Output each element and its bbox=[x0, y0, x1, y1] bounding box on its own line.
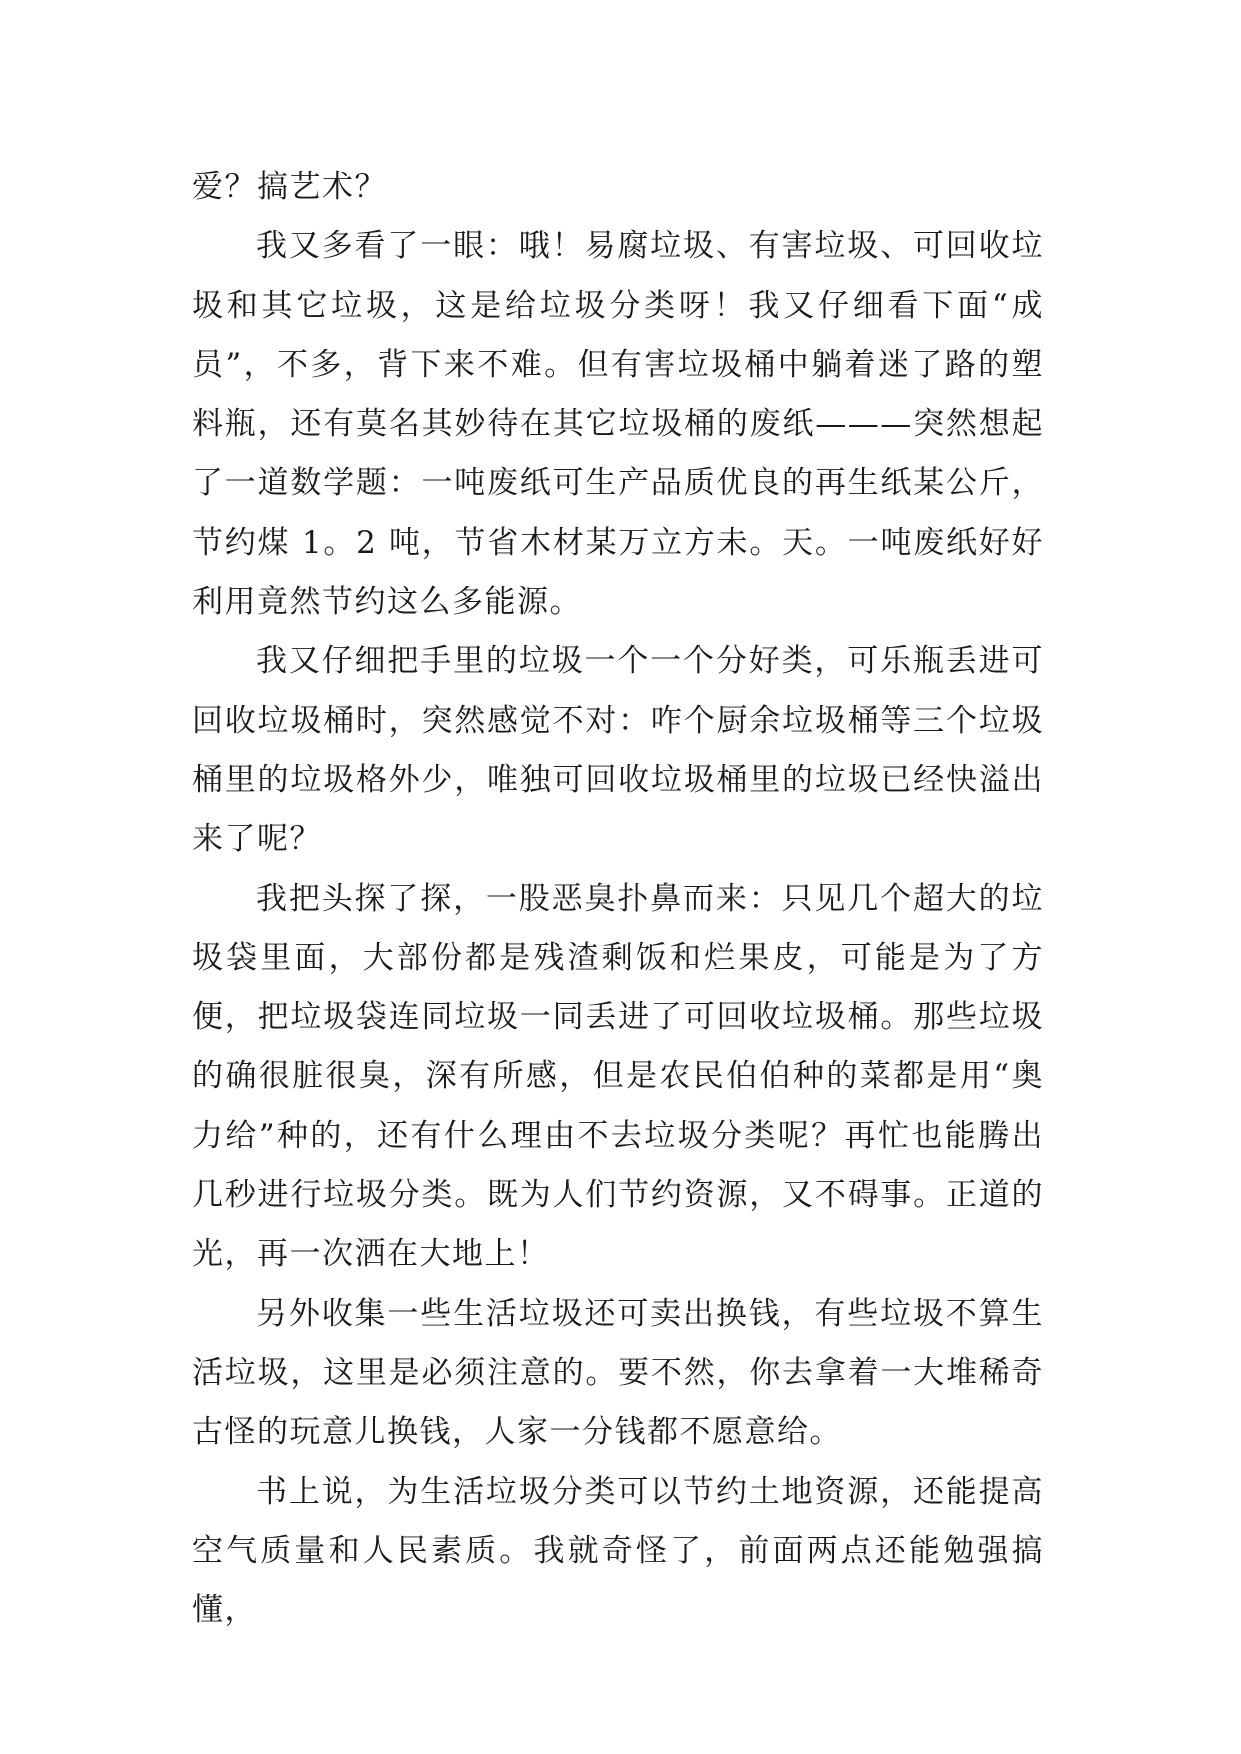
paragraph: 另外收集一些生活垃圾还可卖出换钱，有些垃圾不算生活垃圾，这里是必须注意的。要不然，你去拿着一大堆稀奇古怪的玩意儿换钱，人家一分钱都不愿意给。 bbox=[192, 1295, 1044, 1451]
paragraph-continuation: 爱？搞艺术？ bbox=[192, 169, 387, 205]
paragraph: 我又仔细把手里的垃圾一个一个分好类，可乐瓶丢进可回收垃圾桶时，突然感觉不对：咋个厨余垃圾桶等三个垃圾桶里的垃圾格外少，唯独可回收垃圾桶里的垃圾已经快溢出来了呢？ bbox=[192, 643, 1044, 858]
paragraph: 书上说，为生活垃圾分类可以节约土地资源，还能提高空气质量和人民素质。我就奇怪了，前面两点还能勉强搞懂， bbox=[192, 1473, 1044, 1629]
paragraph: 我把头探了探，一股恶臭扑鼻而来：只见几个超大的垃圾袋里面，大部份都是残渣剩饭和烂果皮，可能是为了方便，把垃圾袋连同垃圾一同丢进了可回收垃圾桶。那些垃圾的确很脏很臭，深有所感，但是农民伯伯种的菜都是用“奥力给”种的，还有什么理由不去垃圾分类呢？再忙也能腾出几秒进行垃圾分类。既为人们节约资源，又不碍事。正道的光，再一次洒在大地上！ bbox=[192, 880, 1044, 1273]
document-body bbox=[192, 158, 1044, 1640]
paragraph: 我又多看了一眼：哦！易腐垃圾、有害垃圾、可回收垃圾和其它垃圾，这是给垃圾分类呀！我又仔细看下面“成员”，不多，背下来不难。但有害垃圾桶中躺着迷了路的塑料瓶，还有莫名其妙待在其它垃圾桶的废纸———突然想起了一道数学题：一吨废纸可生产品质优良的再生纸某公斤，节约煤 1。2 吨，节省木材某万立方未。天。一吨废纸好好利用竟然节约这么多能源。 bbox=[192, 228, 1044, 621]
